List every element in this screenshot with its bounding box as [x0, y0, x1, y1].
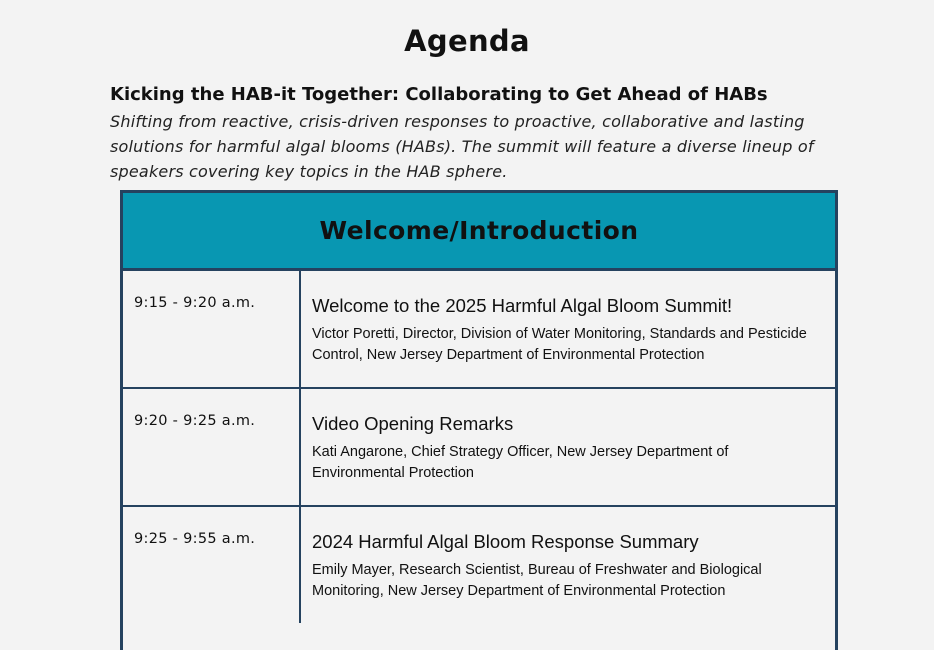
event-subtitle: Kicking the HAB-it Together: Collaborating to Get Ahead of HABs	[110, 84, 768, 105]
session-title: Video Opening Remarks	[312, 413, 514, 434]
speaker-info: Emily Mayer, Research Scientist, Bureau of Freshwater and Biological Monitoring, New Jersey Department of Environmental Protection	[312, 562, 762, 599]
time-cell: 9:25 - 9:55 a.m.	[123, 507, 301, 623]
event-description: Shifting from reactive, crisis-driven responses to proactive, collaborative and lasting solutions for harmful algal blooms (HABs). The summit will feature a diverse lineup of speakers covering key topics in the HAB sphere.	[110, 112, 814, 181]
session-title: 2024 Harmful Algal Bloom Response Summary	[312, 531, 699, 552]
agenda-row	[123, 271, 835, 389]
agenda-table	[120, 190, 838, 650]
session-title: Welcome to the 2025 Harmful Algal Bloom Summit!	[312, 295, 733, 316]
page-title: Agenda	[404, 24, 530, 58]
agenda-row	[123, 389, 835, 507]
time-cell: 9:20 - 9:25 a.m.	[123, 389, 301, 505]
section-header: Welcome/Introduction	[123, 193, 835, 271]
speaker-info: Kati Angarone, Chief Strategy Officer, New Jersey Department of Environmental Protection	[312, 444, 729, 481]
content-cell	[301, 389, 835, 505]
time-cell: 9:15 - 9:20 a.m.	[123, 271, 301, 387]
content-cell	[301, 271, 835, 387]
agenda-row	[123, 507, 835, 623]
speaker-info: Victor Poretti, Director, Division of Water Monitoring, Standards and Pesticide Control, New Jersey Department of Environmental Protection	[312, 326, 807, 363]
content-cell	[301, 507, 835, 623]
